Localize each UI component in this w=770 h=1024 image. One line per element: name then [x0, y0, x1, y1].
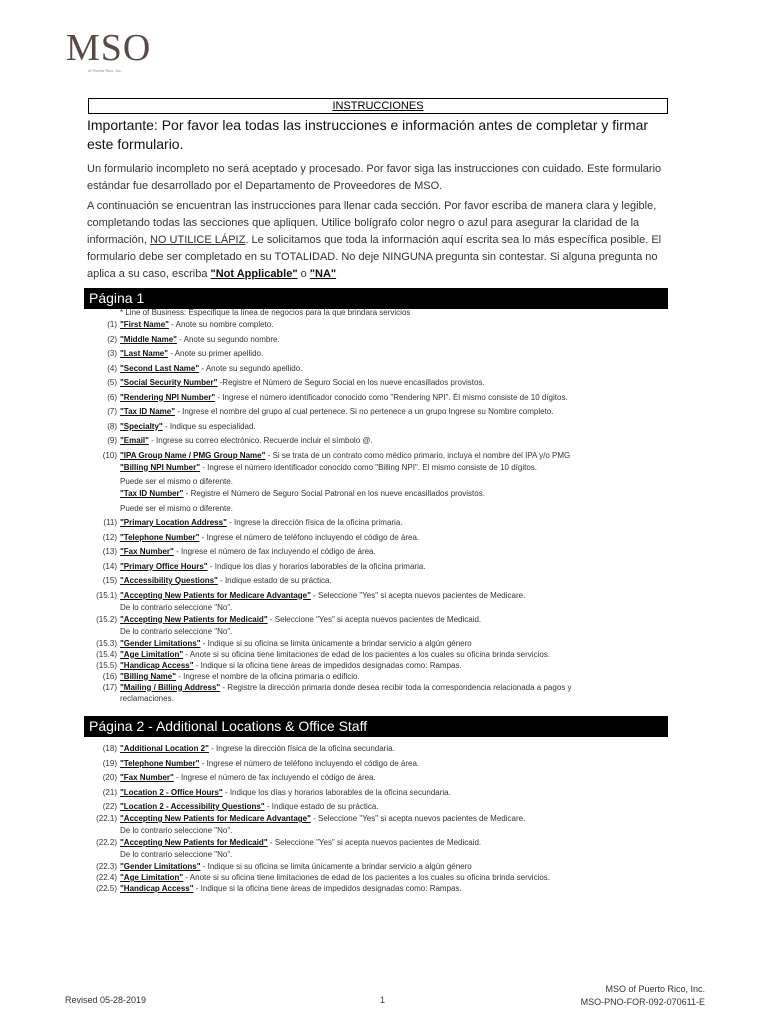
field-label: "Billing Name": [120, 671, 177, 681]
field-description: - Indique si la oficina tiene áreas de impedidos designadas como: Rampas.: [193, 884, 462, 893]
item-text: [120, 627, 232, 636]
item-number: (8): [107, 421, 117, 431]
item-number: (22.3): [96, 862, 117, 871]
field-description: De lo contrario seleccione "No".: [120, 626, 233, 636]
item-number: (1): [107, 320, 117, 329]
item-text: [120, 802, 379, 811]
form-id: MSO-PNO-FOR-092-070611-E: [580, 997, 705, 1007]
instruction-item: [84, 504, 684, 519]
item-number: (22): [102, 802, 117, 811]
instruction-item: [84, 393, 684, 408]
field-label: "Age Limitation": [120, 873, 184, 882]
field-label: "Accepting New Patients for Medicaid": [120, 838, 268, 847]
field-description: - Indique los días y horarios laborables de la oficina secundaria.: [222, 787, 451, 797]
item-number: (19): [102, 758, 117, 768]
instruction-item: [84, 308, 684, 320]
field-description: - Indique estado de su práctica.: [217, 576, 332, 585]
important-notice: Importante: Por favor lea todas las instrucciones e información antes de completar y firmar este formulario.: [87, 117, 649, 152]
revised-date: Revised 05-28-2019: [65, 995, 147, 1005]
field-description: - Seleccione "Yes" si acepta nuevos pacientes de Medicare.: [310, 814, 526, 823]
field-label: "Gender Limitations": [120, 862, 201, 871]
field-description: - Ingrese el número de fax incluyendo el código de área.: [173, 547, 376, 556]
item-number: (10): [102, 450, 117, 460]
field-label: "Accessibility Questions": [120, 576, 218, 585]
item-text: [120, 650, 550, 659]
item-text: [120, 773, 376, 782]
field-description: Puede ser el mismo o diferente.: [120, 503, 233, 513]
instruction-item: [84, 672, 684, 683]
item-number: (5): [107, 378, 117, 387]
field-label: "Last Name": [120, 349, 169, 358]
instruction-item: [84, 364, 684, 379]
item-number: (17): [102, 682, 117, 692]
item-text: [120, 518, 403, 527]
instruction-item: [84, 802, 684, 814]
intro-paragraph-2: [87, 198, 667, 283]
field-description: -Registre el Número de Seguro Social en los nueve encasillados provistos.: [217, 378, 485, 387]
field-description: De lo contrario seleccione "No".: [120, 826, 233, 835]
field-label: "Rendering NPI Number": [120, 392, 216, 402]
field-label: "Accepting New Patients for Medicaid": [120, 614, 268, 624]
item-text: [120, 814, 525, 823]
page-1-instruction-list: [84, 308, 684, 705]
item-text: [120, 576, 332, 585]
na-text: "NA": [309, 268, 337, 280]
item-number: (6): [107, 392, 117, 402]
item-text: [120, 615, 481, 624]
instruction-item: [84, 639, 684, 650]
item-text: [120, 672, 360, 681]
item-text: [120, 862, 472, 871]
item-text: [120, 873, 550, 882]
item-text: [120, 504, 233, 513]
instruction-item: [84, 603, 684, 615]
field-label: "Fax Number": [120, 773, 174, 782]
item-text: [120, 661, 462, 670]
instruction-item: [84, 533, 684, 548]
item-number: (15.5): [96, 660, 117, 670]
instruction-item: [84, 451, 684, 463]
item-text: [120, 759, 419, 768]
instructions-title: INSTRUCCIONES: [88, 98, 668, 114]
item-number: (14): [102, 561, 117, 571]
not-applicable-text: "Not Applicable": [210, 268, 298, 280]
field-label: "Email": [120, 436, 149, 445]
page-2-instruction-list: [84, 744, 684, 895]
item-text: [120, 364, 302, 373]
section-header-page-1: Página 1: [84, 288, 668, 309]
instruction-item: [84, 650, 684, 661]
item-text: [120, 378, 485, 387]
field-description: Puede ser el mismo o diferente.: [120, 477, 233, 486]
field-description: - Ingrese el nombre de la oficina primaria o edificio.: [176, 671, 360, 681]
field-label: "Tax ID Number": [120, 489, 184, 498]
field-description: - Ingrese su correo electrónico. Recuerde incluir el símbolo @.: [148, 436, 373, 445]
instruction-item: [84, 436, 684, 451]
item-text: [120, 603, 232, 612]
item-text: [120, 320, 273, 329]
item-text: [120, 393, 568, 402]
field-description: - Ingrese la dirección física de la oficina secundaria.: [208, 744, 395, 753]
item-text: [120, 422, 256, 431]
field-label: "Telephone Number": [120, 532, 200, 542]
or-text: o: [297, 268, 310, 280]
item-number: (15.1): [96, 590, 117, 600]
instruction-item: [84, 615, 684, 627]
field-description: - Anote su nombre completo.: [168, 320, 274, 329]
field-description: - Registre el Número de Seguro Social Patronal en los nueve encasillados provistos.: [183, 489, 485, 498]
instruction-item: [84, 477, 684, 489]
instruction-item: [84, 463, 684, 478]
field-description: * Line of Business: Especifique la línea de negocios para la que brindara servicios: [120, 308, 411, 317]
item-text: [120, 639, 472, 648]
instruction-item: [84, 422, 684, 437]
item-text: [120, 477, 233, 486]
field-description: - Anote si su oficina tiene limitaciones de edad de los pacientes a los cuales su oficina brinda servicios.: [183, 649, 551, 659]
field-description: - Anote su primer apellido.: [168, 349, 264, 358]
item-text: [120, 694, 174, 703]
item-number: (15): [102, 576, 117, 585]
field-label: "Handicap Access": [120, 660, 194, 670]
field-label: "Billing NPI Number": [120, 462, 201, 472]
instruction-item: [84, 627, 684, 639]
item-number: (18): [102, 744, 117, 753]
field-label: "Fax Number": [120, 547, 174, 556]
field-description: - Ingrese el número identificador conocido como "Billing NPI". El mismo consiste de 10 dígitos.: [200, 462, 537, 472]
field-description: - Anote su segundo apellido.: [199, 363, 303, 373]
field-label: "Second Last Name": [120, 363, 200, 373]
field-label: "Specialty": [120, 421, 163, 431]
item-text: [120, 591, 525, 600]
page-number: 1: [380, 995, 386, 1005]
field-description: - Indique si su oficina se limita únicamente a brindar servicio a algún género: [200, 862, 472, 871]
instruction-item: [84, 773, 684, 788]
item-number: (15.2): [96, 614, 117, 624]
item-text: [120, 489, 485, 498]
instruction-item: [84, 694, 684, 705]
field-description: reclamaciones.: [120, 693, 174, 703]
instruction-item: [84, 335, 684, 350]
item-number: (13): [102, 547, 117, 556]
item-text: [120, 463, 537, 472]
field-label: "Middle Name": [120, 334, 177, 344]
item-number: (7): [107, 407, 117, 416]
field-label: "IPA Group Name / PMG Group Name": [120, 450, 266, 460]
field-description: - Ingrese el número de teléfono incluyendo el código de área.: [199, 532, 420, 542]
field-description: - Seleccione "Yes" si acepta nuevos pacientes de Medicare.: [310, 590, 526, 600]
field-description: - Indique estado de su práctica.: [264, 802, 379, 811]
instruction-item: [84, 489, 684, 504]
instruction-item: [84, 576, 684, 591]
instruction-item: [84, 683, 684, 694]
item-text: [120, 788, 451, 797]
item-text: [120, 562, 426, 571]
company-name: MSO of Puerto Rico, Inc.: [605, 984, 705, 994]
item-number: (22.2): [96, 838, 117, 847]
field-label: "Mailing / Billing Address": [120, 682, 221, 692]
item-number: (22.4): [96, 873, 117, 882]
item-number: (21): [102, 787, 117, 797]
item-text: [120, 451, 570, 460]
item-number: (22.1): [96, 814, 117, 823]
field-label: "Primary Office Hours": [120, 561, 208, 571]
field-description: - Ingrese el nombre del grupo al cual pertenece. Si no pertenece a un grupo Ingrese su Nombre completo.: [175, 407, 554, 416]
instruction-item: [84, 320, 684, 335]
item-text: [120, 744, 395, 753]
instruction-item: [84, 814, 684, 826]
instruction-item: [84, 378, 684, 393]
intro-text-b: . Le solicitamos que toda la información aquí escrita sea lo más específica posible. El formulario debe ser completado en su TOTALIDAD. No deje NINGUNA pregunta sin contestar. Si alguna pregunta no aplica a su caso, escriba: [87, 234, 662, 280]
instruction-item: [84, 591, 684, 603]
field-description: - Indique los días y horarios laborables de la oficina primaria.: [207, 561, 426, 571]
field-label: "Tax ID Name": [120, 407, 176, 416]
item-number: (9): [107, 436, 117, 445]
field-label: "Accepting New Patients for Medicare Advantage": [120, 814, 311, 823]
intro-text-a: A continuación se encuentran las instrucciones para llenar cada sección. Por favor escriba de manera clara y legible, completando todas las secciones que apliquen. Utilice bolígrafo color negro o azul para asegurar la claridad de la información,: [87, 200, 657, 246]
item-number: (3): [107, 349, 117, 358]
item-text: [120, 335, 280, 344]
field-label: "Age Limitation": [120, 649, 184, 659]
item-text: [120, 349, 263, 358]
field-description: - Anote si su oficina tiene limitaciones de edad de los pacientes a los cuales su oficina brinda servicios.: [183, 873, 551, 882]
instruction-item: [84, 407, 684, 422]
instruction-item: [84, 759, 684, 774]
item-number: (11): [103, 518, 117, 527]
field-label: "Location 2 - Accessibility Questions": [120, 802, 265, 811]
item-text: [120, 884, 462, 893]
field-description: - Ingrese el número de teléfono incluyendo el código de área.: [199, 758, 420, 768]
instruction-item: [84, 562, 684, 577]
field-description: - Indique si la oficina tiene áreas de impedidos designadas como: Rampas.: [193, 660, 462, 670]
field-description: - Seleccione "Yes" si acepta nuevos pacientes de Medicaid.: [267, 838, 482, 847]
item-text: [120, 547, 376, 556]
logo-subtitle: of Puerto Rico, Inc.: [88, 68, 123, 73]
field-description: - Indique su especialidad.: [162, 421, 256, 431]
item-number: (15.4): [96, 649, 117, 659]
field-description: De lo contrario seleccione "No".: [120, 602, 233, 612]
field-description: De lo contrario seleccione "No".: [120, 850, 233, 859]
item-number: (12): [102, 532, 117, 542]
field-label: "Telephone Number": [120, 758, 200, 768]
section-header-page-2: Página 2 - Additional Locations & Office Staff: [84, 716, 668, 737]
field-label: "Primary Location Address": [120, 518, 227, 527]
item-text: [120, 826, 232, 835]
item-number: (2): [107, 334, 117, 344]
field-label: "Handicap Access": [120, 884, 194, 893]
item-text: [120, 533, 419, 542]
instruction-item: [84, 838, 684, 850]
item-text: [120, 838, 481, 847]
field-label: "Accepting New Patients for Medicare Advantage": [120, 590, 311, 600]
field-description: - Seleccione "Yes" si acepta nuevos pacientes de Medicaid.: [267, 614, 482, 624]
field-description: - Ingrese el número de fax incluyendo el código de área.: [173, 773, 376, 782]
item-number: (20): [102, 773, 117, 782]
item-text: [120, 683, 572, 692]
mso-logo: [66, 26, 150, 74]
no-pencil-text: NO UTILICE LÁPIZ: [149, 234, 246, 246]
instruction-item: [84, 884, 684, 895]
field-description: - Indique si su oficina se limita únicamente a brindar servicio a algún género: [200, 638, 472, 648]
instruction-item: [84, 862, 684, 873]
field-label: "Additional Location 2": [120, 744, 209, 753]
item-number: (4): [107, 363, 117, 373]
instruction-item: [84, 547, 684, 562]
instruction-item: [84, 873, 684, 884]
instruction-item: [84, 518, 684, 533]
field-label: "Social Security Number": [120, 378, 218, 387]
item-number: (16): [102, 671, 117, 681]
instruction-item: [84, 349, 684, 364]
item-text: [120, 436, 373, 445]
instruction-item: [84, 661, 684, 672]
field-label: "Location 2 - Office Hours": [120, 787, 223, 797]
instruction-item: [84, 788, 684, 803]
field-description: - Ingrese el número identificador conocido como "Rendering NPI". Él mismo consiste de 10 dígitos.: [215, 392, 568, 402]
intro-paragraph-1: Un formulario incompleto no será aceptado y procesado. Por favor siga las instrucciones con cuidado. Este formulario estándar fue desarrollado por el Departamento de Proveedores de MSO.: [87, 163, 662, 192]
instruction-item: [84, 850, 684, 862]
field-label: "First Name": [120, 320, 169, 329]
field-description: - Registre la dirección primaria donde desea recibir toda la correspondencia relacionada a pagos y: [220, 682, 572, 692]
field-description: - Ingrese la dirección física de la oficina primaria.: [226, 518, 403, 527]
item-text: [120, 308, 410, 317]
instruction-item: [84, 744, 684, 759]
footer-company-block: [581, 983, 705, 1009]
instruction-item: [84, 826, 684, 838]
field-description: - Si se trata de un contrato como médico primario, incluya el nombre del IPA y/o PMG: [265, 450, 571, 460]
item-text: [120, 407, 553, 416]
item-text: [120, 850, 232, 859]
logo-text: MSO: [66, 27, 152, 69]
field-description: - Anote su segundo nombre.: [176, 334, 280, 344]
item-number: (22.5): [96, 884, 117, 893]
field-label: "Gender Limitations": [120, 638, 201, 648]
item-number: (15.3): [96, 638, 117, 648]
